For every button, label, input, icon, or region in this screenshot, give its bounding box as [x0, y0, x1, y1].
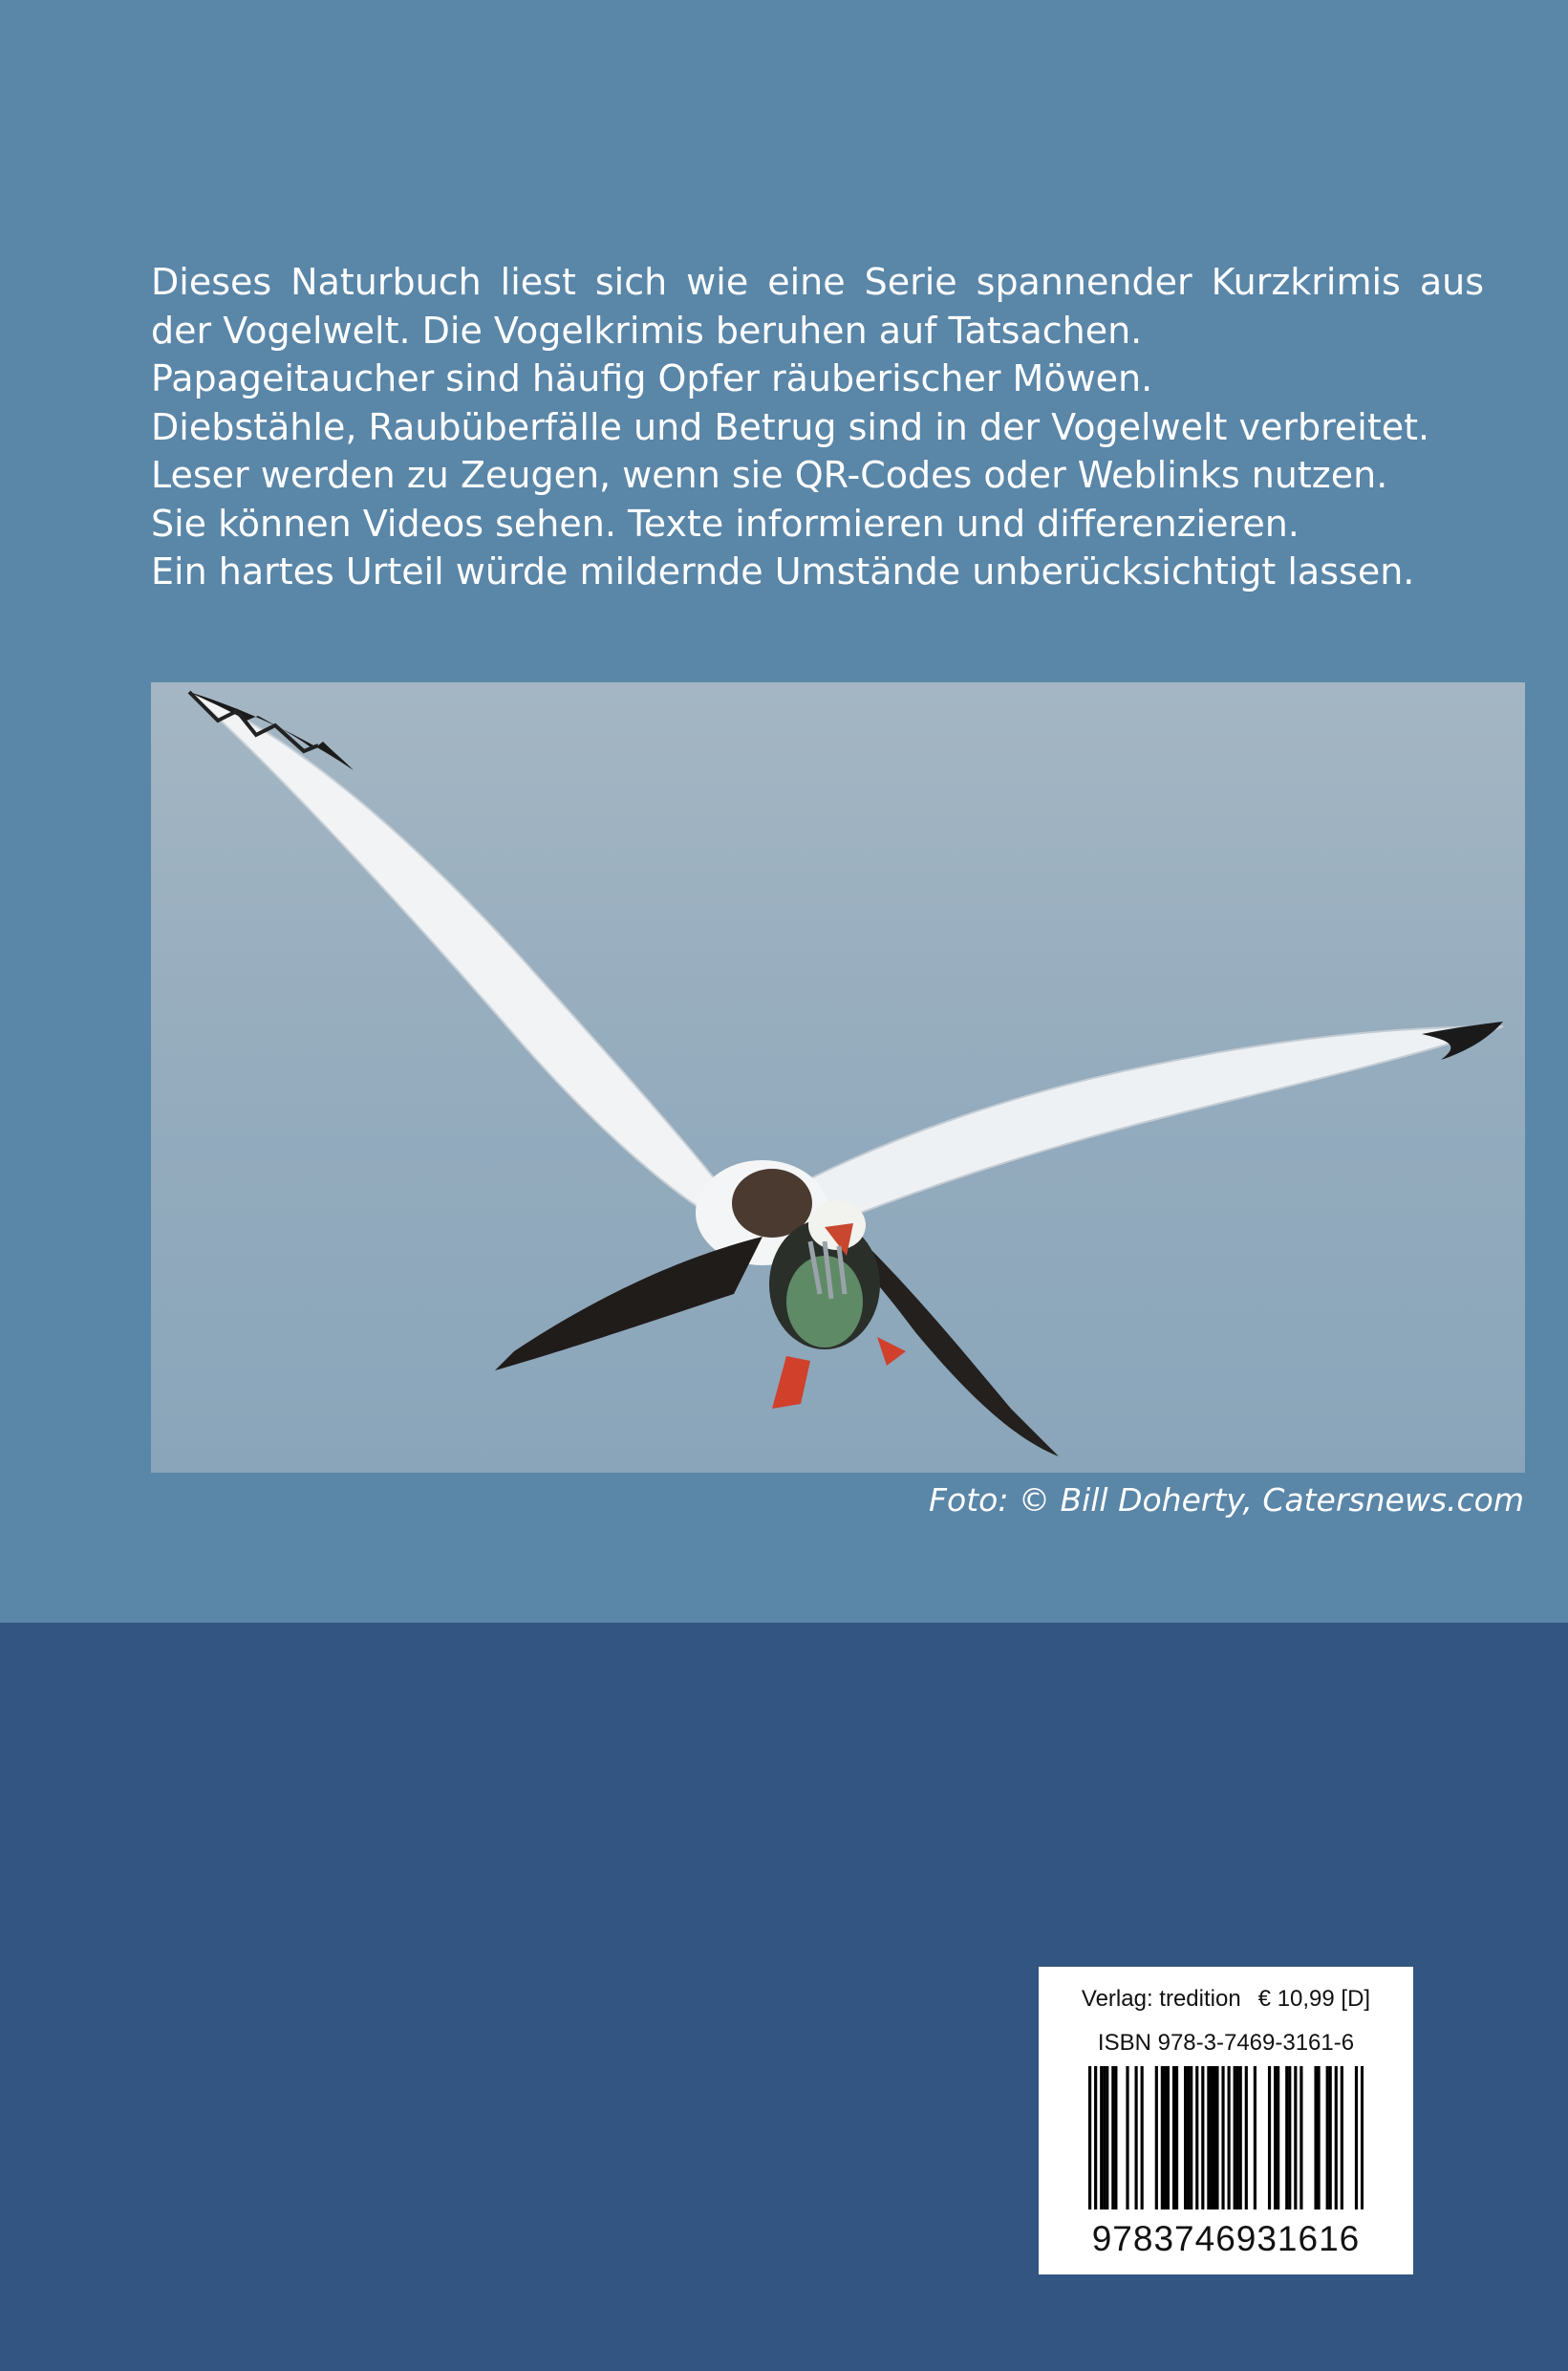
barcode-bar [1317, 2066, 1320, 2209]
barcode-bar [1172, 2066, 1175, 2209]
barcode-bar [1236, 2066, 1239, 2209]
barcode-bar [1088, 2066, 1091, 2209]
barcode-bar [1355, 2066, 1358, 2209]
barcode-bar [1161, 2066, 1164, 2209]
blurb-line: Dieses Naturbuch liest sich wie eine Serie spannender Kurzkrimis aus [151, 261, 1484, 303]
back-cover-blurb [151, 258, 1484, 596]
barcode-bar [1201, 2066, 1204, 2209]
barcode-bar [1277, 2066, 1279, 2209]
barcode-bar [1111, 2066, 1114, 2209]
barcode-bar [1184, 2066, 1187, 2209]
gull-and-puffin-photo [151, 682, 1525, 1473]
barcode-bar [1314, 2066, 1317, 2209]
barcode-bar [1268, 2066, 1271, 2209]
barcode-bar [1215, 2066, 1218, 2209]
blurb-line: Papageitaucher sind häufig Opfer räuberischer Möwen. [151, 357, 1153, 399]
photo-credit: Foto: © Bill Doherty, Catersnews.com [929, 1481, 1524, 1519]
blurb-line: Leser werden zu Zeugen, wenn sie QR-Codes oder Weblinks nutzen. [151, 454, 1388, 496]
barcode-bar [1155, 2066, 1158, 2209]
bird-illustration [151, 682, 1525, 1473]
barcode-bar [1114, 2066, 1117, 2209]
barcode-bar [1167, 2066, 1170, 2209]
barcode-bar [1329, 2066, 1332, 2209]
barcode-bar [1361, 2066, 1364, 2209]
barcode-bar [1245, 2066, 1248, 2209]
barcode-bar [1254, 2066, 1257, 2209]
blurb-line: der Vogelwelt. Die Vogelkrimis beruhen auf Tatsachen. [151, 309, 1143, 352]
price-text: € 10,99 [D] [1257, 1986, 1371, 2012]
barcode-bar [1141, 2066, 1144, 2209]
barcode-bar [1190, 2066, 1192, 2209]
barcode-bar [1100, 2066, 1103, 2209]
barcode-bar [1234, 2066, 1236, 2209]
barcode-bar [1300, 2066, 1302, 2209]
publisher-text: Verlag: tredition [1081, 1986, 1241, 2012]
barcode-bar [1274, 2066, 1277, 2209]
blurb-line: Ein hartes Urteil würde mildernde Umstände unberücksichtigt lassen. [151, 550, 1415, 593]
barcode-bar [1221, 2066, 1224, 2209]
barcode-bar [1106, 2066, 1108, 2209]
blurb-line: Diebstähle, Raubüberfälle und Betrug sind in der Vogelwelt verbreitet. [151, 405, 1430, 448]
barcode-bar [1126, 2066, 1128, 2209]
blurb-line: Sie können Videos sehen. Texte informieren und differenzieren. [151, 502, 1300, 545]
barcode-bar [1239, 2066, 1242, 2209]
barcode-bar [1187, 2066, 1190, 2209]
barcode-label [1039, 1967, 1413, 2274]
barcode-bar [1103, 2066, 1106, 2209]
barcode-bar [1175, 2066, 1178, 2209]
isbn-text: ISBN 978-3-7469-3161-6 [1097, 2030, 1355, 2056]
barcode-bar [1164, 2066, 1167, 2209]
barcode-bar [1210, 2066, 1213, 2209]
barcode-bars [1088, 2066, 1364, 2209]
barcode-bar [1341, 2066, 1343, 2209]
barcode-bar [1228, 2066, 1231, 2209]
barcode-bar [1135, 2066, 1138, 2209]
barcode-bar [1207, 2066, 1210, 2209]
barcode-number: 9783746931616 [1091, 2219, 1361, 2258]
barcode-bar [1326, 2066, 1329, 2209]
barcode-bar [1288, 2066, 1291, 2209]
barcode-bar [1195, 2066, 1198, 2209]
barcode-bar [1294, 2066, 1297, 2209]
barcode-bar [1335, 2066, 1338, 2209]
barcode-bar [1094, 2066, 1097, 2209]
barcode-bar [1213, 2066, 1215, 2209]
barcode-bar [1285, 2066, 1288, 2209]
publisher-price-row [1039, 1986, 1413, 2013]
